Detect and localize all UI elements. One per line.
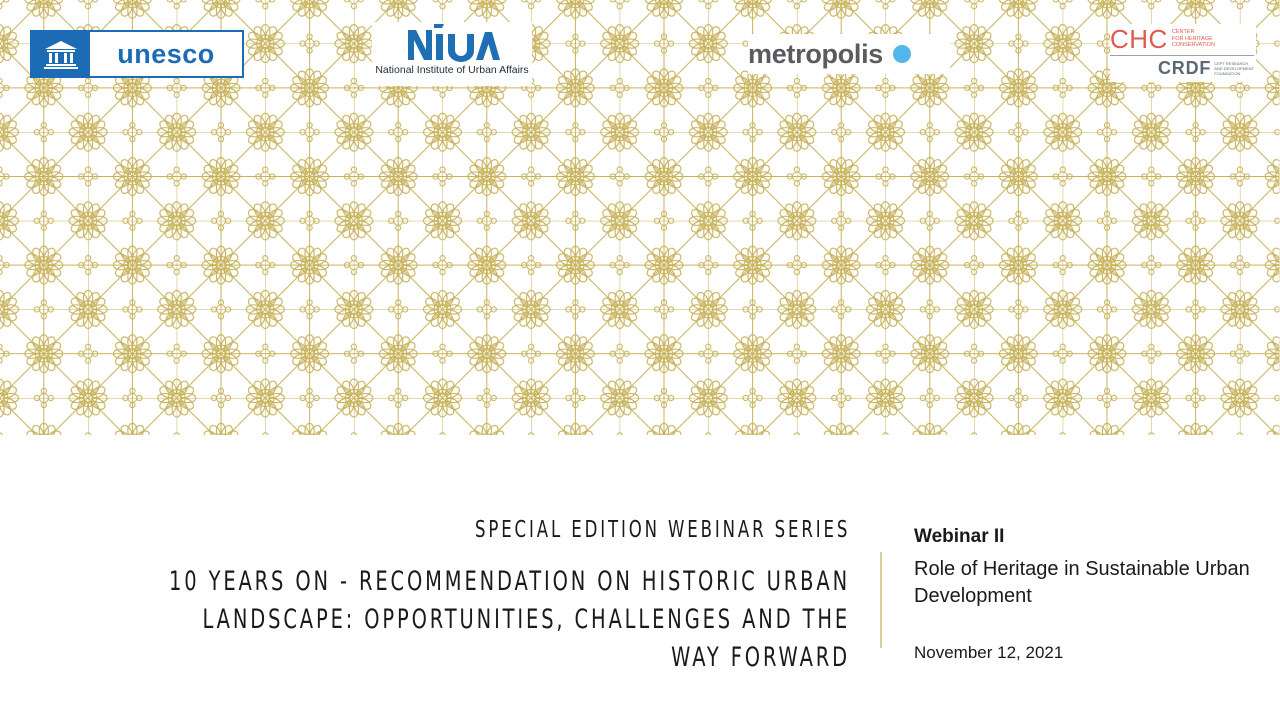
chc-subtitle: CENTER FOR HERITAGE CONSERVATION [1171,29,1215,49]
series-label: SPECIAL EDITION WEBINAR SERIES [474,517,850,543]
chc-wordmark: CHC [1110,24,1168,54]
crdf-subtitle: CEPT RESEARCH AND DEVELOPMENT FOUNDATION [1214,60,1254,76]
chc-divider [1110,55,1254,56]
metropolis-dot-icon [893,45,911,63]
webinar-number: Webinar II [914,526,1005,547]
title-line-1: 10 YEARS ON - RECOMMENDATION ON HISTORIC URBAN [169,566,850,597]
crdf-wordmark: CRDF [1158,58,1212,78]
vertical-divider [880,552,882,648]
niua-mark-icon [404,24,500,62]
niua-logo [372,22,532,86]
title-line-3: WAY FORWARD [671,642,850,673]
title-line-2: LANDSCAPE: OPPORTUNITIES, CHALLENGES AND THE [202,604,851,635]
metropolis-logo [748,34,950,74]
webinar-topic: Role of Heritage in Sustainable Urban Development [914,558,1250,607]
niua-name: National Institute of Urban Affairs [375,64,529,76]
slide-title [0,563,850,677]
metropolis-wordmark: metropolis [748,38,884,69]
unesco-temple-icon [32,32,90,76]
unesco-wordmark: unesco [117,38,215,69]
unesco-logo [30,30,244,78]
webinar-date: November 12, 2021 [914,643,1064,662]
chc-crdf-logo [1110,24,1256,82]
